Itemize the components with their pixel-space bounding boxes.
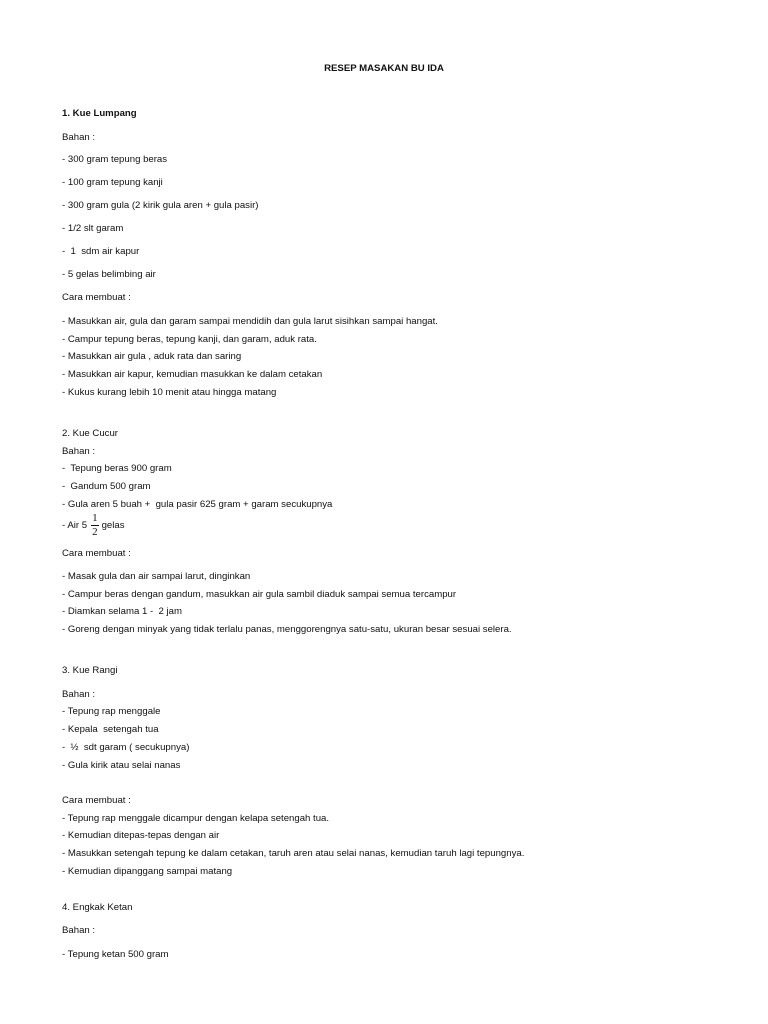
ingredient-item: - 1 sdm air kapur <box>62 246 140 257</box>
method-step: - Masukkan setengah tepung ke dalam cetakan, taruh aren atau selai nanas, kemudian taruh lagi tepungnya. <box>62 848 525 859</box>
method-step: - Diamkan selama 1 - 2 jam <box>62 606 182 617</box>
ingredient-item: - Gula aren 5 buah + gula pasir 625 gram + garam secukupnya <box>62 499 333 510</box>
method-step: - Masukkan air, gula dan garam sampai mendidih dan gula larut sisihkan sampai hangat. <box>62 316 438 327</box>
method-step: - Kemudian dipanggang sampai matang <box>62 866 233 877</box>
method-step: - Masukkan air gula , aduk rata dan saring <box>62 351 242 362</box>
ingredient-item: - Gandum 500 gram <box>62 481 151 492</box>
ingredient-item: - 5 gelas belimbing air <box>62 269 156 280</box>
fraction-denominator: 2 <box>92 526 98 538</box>
ingredient-item-water <box>62 513 125 538</box>
method-label: Cara membuat : <box>62 795 131 806</box>
ingredients-label: Bahan : <box>62 446 96 457</box>
recipe-heading: 1. Kue Lumpang <box>62 108 137 119</box>
method-label: Cara membuat : <box>62 292 131 303</box>
fraction <box>91 513 99 538</box>
ingredient-item: - 300 gram tepung beras <box>62 154 168 165</box>
recipe-heading: 2. Kue Cucur <box>62 428 118 439</box>
ingredient-item: - Gula kirik atau selai nanas <box>62 760 181 771</box>
document-title: RESEP MASAKAN BU IDA <box>324 63 444 74</box>
method-step: - Masukkan air kapur, kemudian masukkan ke dalam cetakan <box>62 369 323 380</box>
method-step: - Goreng dengan minyak yang tidak terlalu panas, menggorengnya satu-satu, ukuran besar sesuai selera. <box>62 624 512 635</box>
recipe-heading: 4. Engkak Ketan <box>62 902 133 913</box>
ingredient-item: - ½ sdt garam ( secukupnya) <box>62 742 190 753</box>
method-label: Cara membuat : <box>62 548 131 559</box>
method-step: - Kukus kurang lebih 10 menit atau hingga matang <box>62 387 277 398</box>
ingredient-item: - 100 gram tepung kanji <box>62 177 163 188</box>
ingredients-label: Bahan : <box>62 925 96 936</box>
fraction-numerator: 1 <box>92 512 98 524</box>
method-step: - Kemudian ditepas-tepas dengan air <box>62 830 220 841</box>
ingredient-item: - Tepung beras 900 gram <box>62 463 172 474</box>
method-step: - Tepung rap menggale dicampur dengan kelapa setengah tua. <box>62 813 330 824</box>
recipe-heading: 3. Kue Rangi <box>62 665 118 676</box>
water-prefix: - Air 5 <box>62 520 88 532</box>
ingredient-item: - 300 gram gula (2 kirik gula aren + gula pasir) <box>62 200 259 211</box>
ingredient-item: - Tepung ketan 500 gram <box>62 949 169 960</box>
method-step: - Campur tepung beras, tepung kanji, dan garam, aduk rata. <box>62 334 317 345</box>
method-step: - Campur beras dengan gandum, masukkan air gula sambil diaduk sampai semua tercampur <box>62 589 457 600</box>
ingredients-label: Bahan : <box>62 689 96 700</box>
ingredients-label: Bahan : <box>62 132 96 143</box>
method-step: - Masak gula dan air sampai larut, dinginkan <box>62 571 251 582</box>
ingredient-item: - 1/2 slt garam <box>62 223 124 234</box>
ingredient-item: - Tepung rap menggale <box>62 706 161 717</box>
ingredient-item: - Kepala setengah tua <box>62 724 159 735</box>
water-suffix: gelas <box>101 520 125 532</box>
